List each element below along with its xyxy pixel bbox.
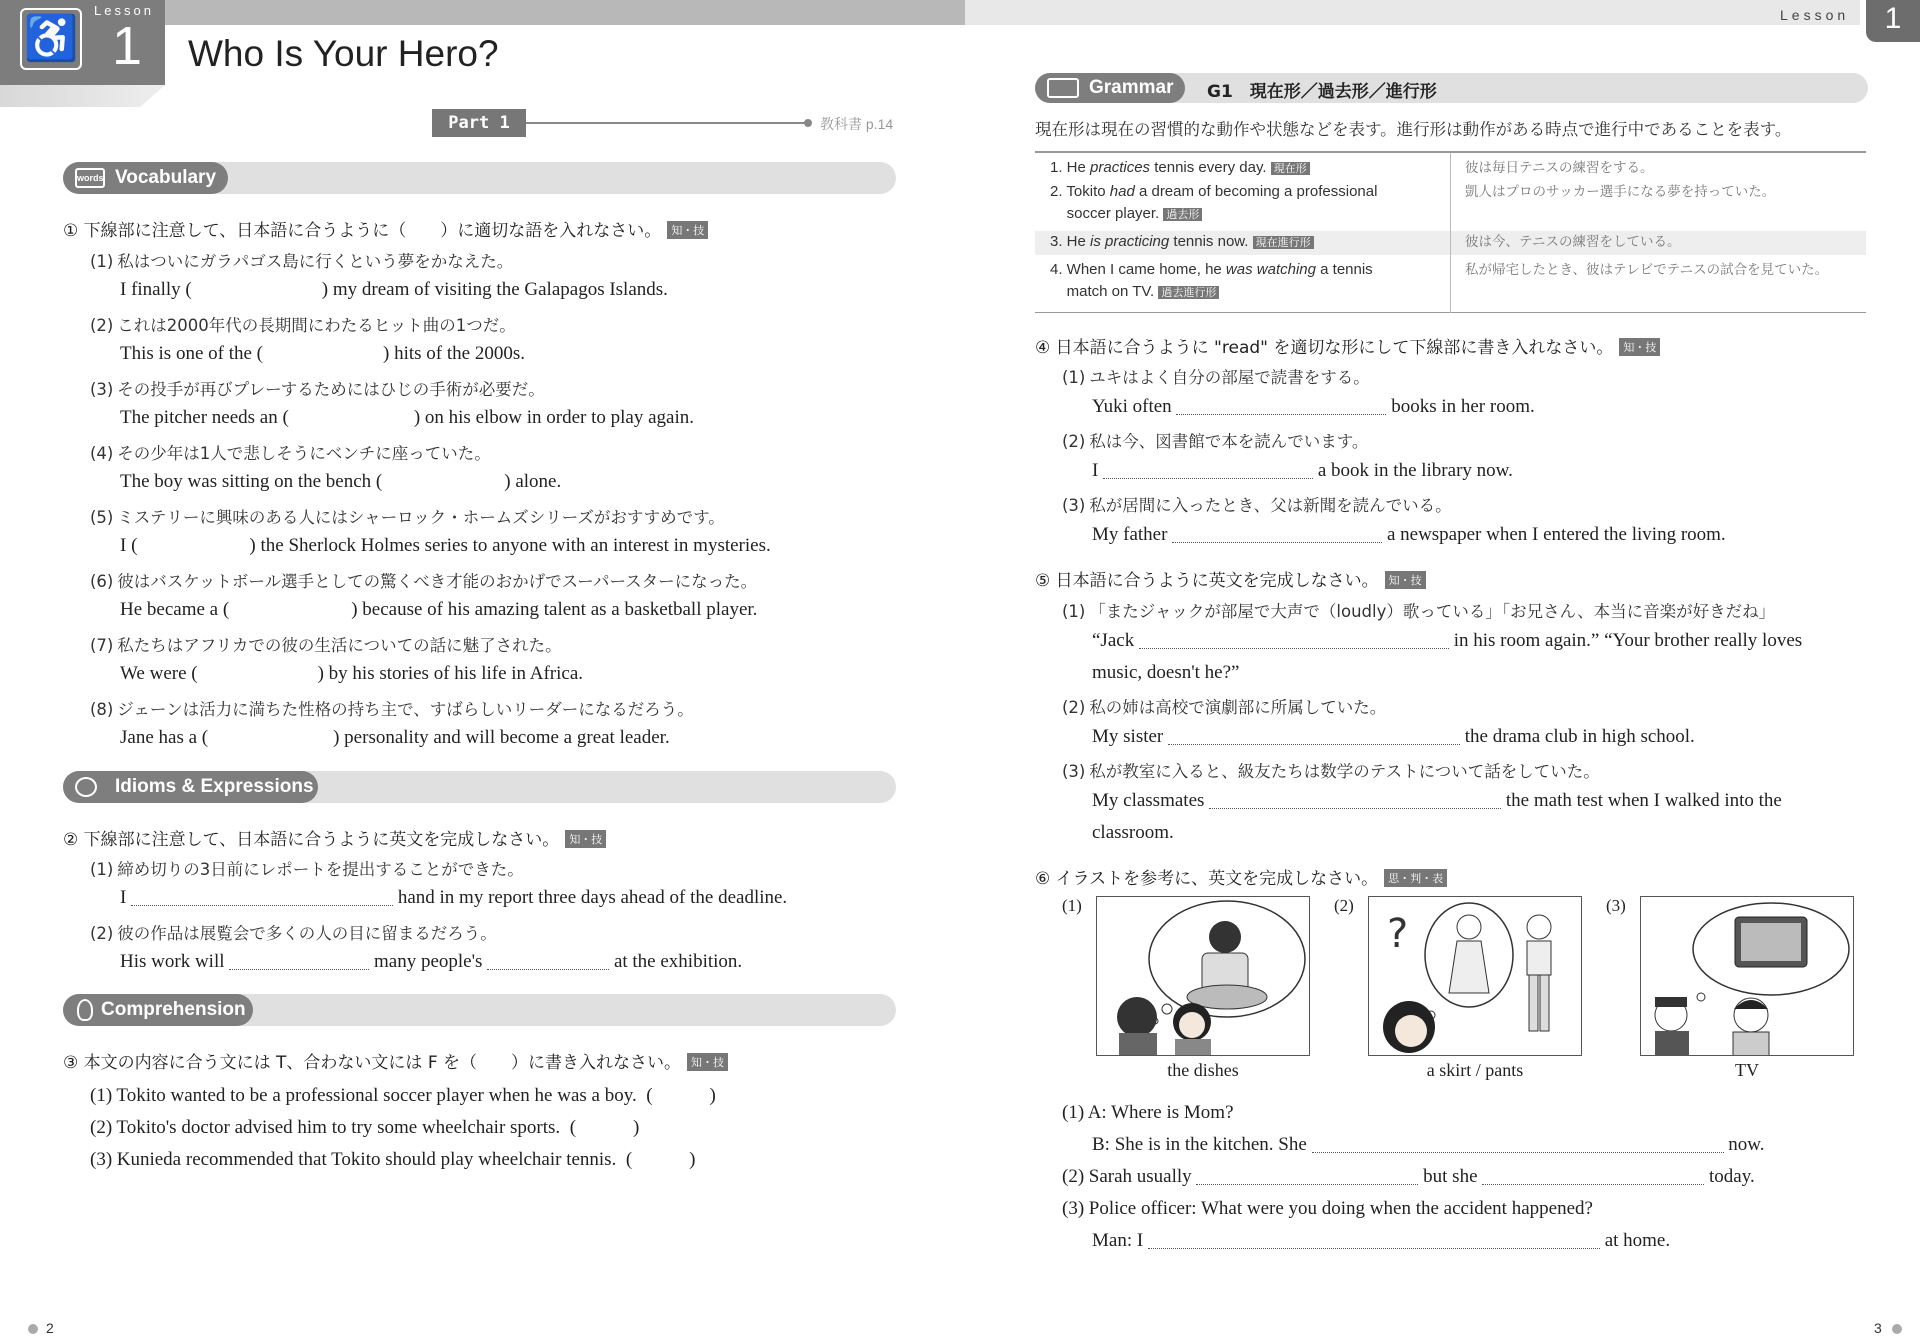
part-dot bbox=[804, 119, 812, 127]
answer-blank[interactable] bbox=[229, 952, 369, 970]
grammar-tag: 現在形 bbox=[1271, 162, 1310, 175]
answer-blank[interactable] bbox=[1209, 791, 1501, 809]
grammar-topic: G1 現在形／過去形／進行形 bbox=[1207, 82, 1437, 102]
exercise4-badge: 知・技 bbox=[1619, 338, 1660, 356]
exercise4-item-3-en: My father a newspaper when I entered the living room. bbox=[1092, 524, 1726, 545]
vocabulary-heading bbox=[63, 162, 228, 194]
page-number-right: 3 bbox=[1874, 1320, 1882, 1336]
textbook-ref: 教科書 p.14 bbox=[820, 116, 894, 132]
page-dot-right bbox=[1892, 1324, 1902, 1334]
grammar-heading: Grammar bbox=[1035, 73, 1185, 103]
grammar-row-1: 1. He practices tennis every day. 現在形 彼は毎日テニスの練習をする。 bbox=[1050, 159, 1654, 176]
answer-blank[interactable] bbox=[1172, 525, 1382, 543]
illus-1-num: (1) bbox=[1062, 896, 1082, 915]
vocabulary-item-4-jp: (4) その少年は1人で悲しそうにベンチに座っていた。 bbox=[90, 444, 491, 463]
answer-blank[interactable] bbox=[1139, 631, 1449, 649]
vocabulary-item-8-en: Jane has a ( ) personality and will become a great leader. bbox=[120, 727, 670, 748]
vocabulary-item-5-jp: (5) ミステリーに興味のある人にはシャーロック・ホームズシリーズがおすすめです。 bbox=[90, 508, 725, 527]
vocabulary-item-8-jp: (8) ジェーンは活力に満ちた性格の持ち主で、すばらしいリーダーになるだろう。 bbox=[90, 700, 694, 719]
answer-blank[interactable] bbox=[1148, 1231, 1600, 1249]
exercise6-instruction bbox=[1035, 864, 1447, 889]
watching-tv-illustration bbox=[1641, 897, 1854, 1056]
vocabulary-item-7-jp: (7) 私たちはアフリカでの彼の生活についての話に魅了された。 bbox=[90, 636, 562, 655]
answer-blank[interactable] bbox=[1176, 397, 1386, 415]
comprehension-item-3: (3) Kunieda recommended that Tokito should play wheelchair tennis. ( ) bbox=[90, 1149, 696, 1170]
words-icon: words bbox=[75, 168, 105, 188]
grammar-description: 現在形は現在の習慣的な動作や状態などを表す。進行形は動作がある時点で進行中であることを表す。 bbox=[1035, 120, 1792, 139]
exercise5-item-2-en: My sister the drama club in high school. bbox=[1092, 726, 1695, 747]
exercise4-item-2-jp: (2) 私は今、図書館で本を読んでいます。 bbox=[1062, 432, 1369, 451]
answer-blank[interactable] bbox=[1168, 727, 1460, 745]
vocabulary-heading-label: Vocabulary bbox=[115, 167, 217, 188]
svg-text:?: ? bbox=[1387, 911, 1409, 957]
answer-blank[interactable] bbox=[487, 952, 609, 970]
illus-1-caption: the dishes bbox=[1167, 1060, 1239, 1080]
idioms-item-1-en: I hand in my report three days ahead of the deadline. bbox=[120, 887, 788, 908]
illus-2-caption: a skirt / pants bbox=[1426, 1060, 1524, 1080]
vocabulary-item-7-en: We were ( ) by his stories of his life in Africa. bbox=[120, 663, 584, 684]
wheelchair-tennis-icon: ♿ bbox=[20, 8, 82, 70]
vocabulary-item-4-en: The boy was sitting on the bench ( ) alone. bbox=[120, 471, 562, 492]
grammar-tag: 現在進行形 bbox=[1253, 236, 1314, 249]
exercise5-item-2-jp: (2) 私の姉は高校で演劇部に所属していた。 bbox=[1062, 698, 1387, 717]
exercise4-instruction-text: ④ 日本語に合うように "read" を適切な形にして下線部に書き入れなさい。 bbox=[1035, 338, 1614, 358]
palette-icon bbox=[75, 777, 97, 797]
idioms-instruction-text: ② 下線部に注意して、日本語に合うように英文を完成しなさい。 bbox=[63, 830, 560, 850]
lesson-number-right: 1 bbox=[1866, 0, 1920, 42]
grammar-table bbox=[1035, 151, 1866, 313]
clothes-illustration bbox=[1369, 897, 1582, 1056]
exercise6-instruction-text: ⑥ イラストを参考に、英文を完成しなさい。 bbox=[1035, 869, 1379, 889]
idioms-instruction bbox=[63, 825, 606, 850]
answer-paren[interactable]: ( ) bbox=[569, 1117, 640, 1138]
book-icon bbox=[1047, 78, 1079, 98]
lightbulb-icon bbox=[77, 999, 93, 1021]
vocabulary-item-1-jp: (1) 私はついにガラパゴス島に行くという夢をかなえた。 bbox=[90, 252, 514, 271]
illus-2-num: (2) bbox=[1334, 896, 1354, 915]
comprehension-item-1: (1) Tokito wanted to be a professional soccer player when he was a boy. ( ) bbox=[90, 1085, 716, 1106]
exercise5-item-1-en-cont: music, doesn't he?” bbox=[1092, 662, 1240, 683]
answer-paren[interactable]: ( ) bbox=[625, 1149, 696, 1170]
grammar-tag: 過去進行形 bbox=[1158, 286, 1219, 299]
lesson-strip bbox=[0, 85, 165, 107]
comprehension-instruction-text: ③ 本文の内容に合う文には T、合わない文には F を（ ）に書き入れなさい。 bbox=[63, 1053, 682, 1073]
exercise6-item-1-line2: B: She is in the kitchen. She now. bbox=[1092, 1134, 1765, 1155]
exercise4-item-1-jp: (1) ユキはよく自分の部屋で読書をする。 bbox=[1062, 368, 1370, 387]
exercise6-item-1-line1: (1) A: Where is Mom? bbox=[1062, 1102, 1234, 1123]
exercise6-badge: 思・判・表 bbox=[1384, 869, 1447, 887]
lesson-number: 1 bbox=[112, 16, 143, 76]
answer-blank[interactable] bbox=[1312, 1135, 1724, 1153]
illus-3-num: (3) bbox=[1606, 896, 1626, 915]
vocabulary-item-6-en: He became a ( ) because of his amazing talent as a basketball player. bbox=[120, 599, 758, 620]
exercise5-item-3-jp: (3) 私が教室に入ると、級友たちは数学のテストについて話をしていた。 bbox=[1062, 762, 1600, 781]
exercise4-instruction bbox=[1035, 333, 1660, 358]
vocabulary-item-6-jp: (6) 彼はバスケットボール選手としての驚くべき才能のおかげでスーパースターになった。 bbox=[90, 572, 758, 591]
exercise4-item-1-en: Yuki often books in her room. bbox=[1092, 396, 1535, 417]
lesson-word-right: Lesson bbox=[1780, 7, 1850, 23]
idioms-item-2-jp: (2) 彼の作品は展覧会で多くの人の目に留まるだろう。 bbox=[90, 924, 497, 943]
vocabulary-item-2-jp: (2) これは2000年代の長期間にわたるヒット曲の1つだ。 bbox=[90, 316, 516, 335]
exercise4-item-3-jp: (3) 私が居間に入ったとき、父は新聞を読んでいる。 bbox=[1062, 496, 1452, 515]
exercise6-item-2: (2) Sarah usually but she today. bbox=[1062, 1166, 1755, 1187]
answer-blank[interactable] bbox=[131, 888, 393, 906]
idioms-badge: 知・技 bbox=[565, 830, 606, 848]
vocabulary-item-1-en: I finally ( ) my dream of visiting the Galapagos Islands. bbox=[120, 279, 668, 300]
part-line bbox=[526, 122, 808, 124]
exercise5-instruction-text: ⑤ 日本語に合うように英文を完成しなさい。 bbox=[1035, 571, 1379, 591]
comprehension-item-2: (2) Tokito's doctor advised him to try some wheelchair sports. ( ) bbox=[90, 1117, 640, 1138]
idioms-heading bbox=[63, 771, 318, 803]
exercise4-item-2-en: I a book in the library now. bbox=[1092, 460, 1513, 481]
washing-dishes-illustration bbox=[1097, 897, 1310, 1056]
vocabulary-instruction-text: ① 下線部に注意して、日本語に合うように（ ）に適切な語を入れなさい。 bbox=[63, 221, 662, 241]
vocabulary-item-3-jp: (3) その投手が再びプレーするためにはひじの手術が必要だ。 bbox=[90, 380, 545, 399]
part-label: Part 1 bbox=[432, 109, 526, 137]
comprehension-heading bbox=[63, 994, 253, 1026]
top-bar-right bbox=[965, 0, 1860, 25]
comprehension-instruction bbox=[63, 1048, 728, 1073]
page-number-left: 2 bbox=[46, 1320, 54, 1336]
grammar-row-3: 3. He is practicing tennis now. 現在進行形 彼は今、テニスの練習をしている。 bbox=[1035, 231, 1866, 255]
top-bar-left bbox=[165, 0, 965, 25]
exercise5-item-3-en: My classmates the math test when I walked into the bbox=[1092, 790, 1782, 811]
page-dot-left bbox=[28, 1324, 38, 1334]
vocabulary-item-5-en: I ( ) the Sherlock Holmes series to anyone with an interest in mysteries. bbox=[120, 535, 771, 556]
idioms-item-2-en: His work will many people's at the exhibition. bbox=[120, 951, 743, 972]
page-title: Who Is Your Hero? bbox=[188, 33, 499, 74]
lesson-word: Lesson bbox=[94, 3, 154, 18]
exercise5-item-3-en-cont: classroom. bbox=[1092, 822, 1174, 843]
illus-3-caption: TV bbox=[1735, 1060, 1759, 1080]
vocabulary-instruction bbox=[63, 216, 708, 241]
idioms-heading-label: Idioms & Expressions bbox=[115, 776, 314, 797]
comprehension-badge: 知・技 bbox=[687, 1053, 728, 1071]
grammar-row-4: 4. When I came home, he was watching a tennis match on TV. 過去進行形 私が帰宅したとき、彼はテレビでテニスの試合を見ていた。 bbox=[1050, 261, 1829, 300]
idioms-item-1-jp: (1) 締め切りの3日前にレポートを提出することができた。 bbox=[90, 860, 524, 879]
exercise5-badge: 知・技 bbox=[1385, 571, 1426, 589]
illustration-tv bbox=[1640, 896, 1854, 1056]
answer-blank[interactable] bbox=[1482, 1167, 1704, 1185]
vocabulary-item-2-en: This is one of the ( ) hits of the 2000s. bbox=[120, 343, 525, 364]
grammar-row-2: 2. Tokito had a dream of becoming a professional soccer player. 過去形 凱人はプロのサッカー選手になる夢を持っていた。 bbox=[1050, 183, 1776, 222]
exercise6-item-3-line1: (3) Police officer: What were you doing when the accident happened? bbox=[1062, 1198, 1593, 1219]
grammar-divider bbox=[1450, 153, 1451, 313]
grammar-tag: 過去形 bbox=[1163, 208, 1202, 221]
exercise5-item-1-en: “Jack in his room again.” “Your brother really loves bbox=[1092, 630, 1803, 651]
vocabulary-item-3-en: The pitcher needs an ( ) on his elbow in order to play again. bbox=[120, 407, 694, 428]
illustration-dishes bbox=[1096, 896, 1310, 1056]
illustration-clothes bbox=[1368, 896, 1582, 1056]
exercise6-item-3-line2: Man: I at home. bbox=[1092, 1230, 1671, 1251]
vocabulary-badge: 知・技 bbox=[667, 221, 708, 239]
answer-paren[interactable]: ( ) bbox=[646, 1085, 716, 1106]
answer-blank[interactable] bbox=[1196, 1167, 1418, 1185]
exercise5-item-1-jp: (1) 「またジャックが部屋で大声で（loudly）歌っている」「お兄さん、本当に音楽が好きだね」 bbox=[1062, 602, 1776, 621]
answer-blank[interactable] bbox=[1103, 461, 1313, 479]
comprehension-heading-label: Comprehension bbox=[101, 999, 246, 1020]
exercise5-instruction bbox=[1035, 566, 1426, 591]
